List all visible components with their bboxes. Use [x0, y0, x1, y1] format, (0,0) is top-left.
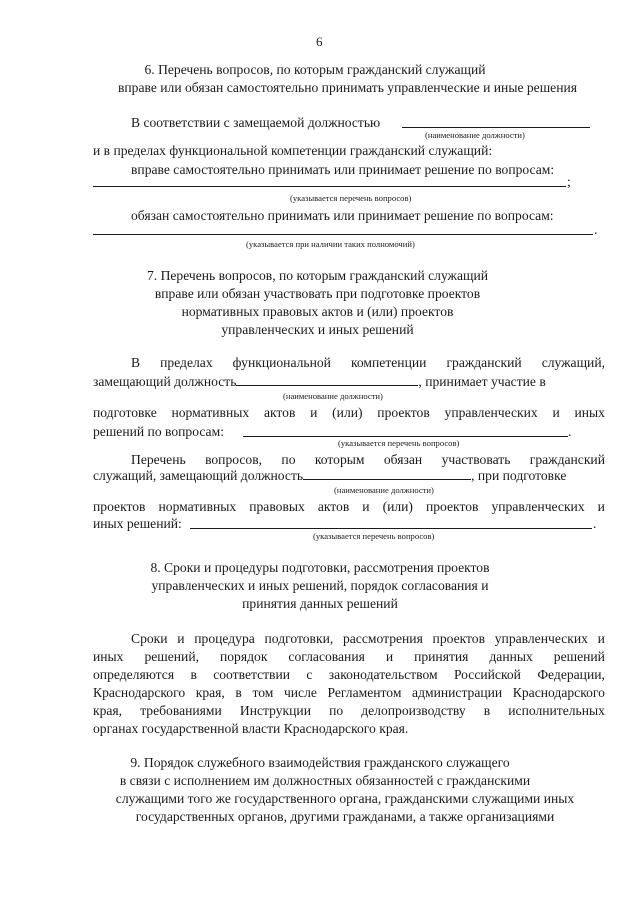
- word: подготовке: [93, 405, 157, 420]
- s8-line-5: [93, 703, 605, 719]
- word: рассмотрения: [342, 631, 423, 646]
- s6-line-position: [131, 115, 380, 131]
- word: Регламентом: [327, 685, 402, 700]
- section-7-heading-line-4: управленческих и иных решений: [221, 322, 414, 337]
- position-blank: [402, 127, 590, 128]
- word: в: [190, 667, 197, 682]
- text-fragment: решений по вопросам:: [93, 424, 224, 439]
- text-fragment: , принимает участие в: [418, 374, 546, 389]
- s7-p1-line-1: [131, 355, 605, 371]
- word: В: [131, 355, 141, 370]
- word: проектов: [377, 405, 430, 420]
- word: компетенции: [350, 355, 427, 370]
- word: и: [597, 499, 605, 514]
- word: актов: [317, 499, 350, 514]
- word: функциональной: [232, 355, 331, 370]
- s7-p2-line-3: [93, 499, 605, 515]
- word: гражданский: [529, 452, 605, 467]
- questions-blank-4: [190, 528, 592, 529]
- section-6-heading-line-1: 6. Перечень вопросов, по которым гражданский служащий: [144, 62, 486, 77]
- s7-p2-line-4: [93, 516, 182, 532]
- word: (или): [382, 499, 413, 514]
- s8-line-4: [93, 685, 605, 701]
- s8-line-1: [131, 631, 605, 647]
- s6-line-must-decide: обязан самостоятельно принимать или принимает решение по вопросам:: [131, 208, 554, 223]
- s8-line-6: органах государственной власти Краснодарского края.: [93, 721, 409, 736]
- word: края,: [195, 685, 225, 700]
- word: нормативных: [158, 499, 237, 514]
- section-7-heading-line-2: вправе или обязан участвовать при подготовке проектов: [154, 286, 481, 301]
- section-7-heading-line-1: 7. Перечень вопросов, по которым гражданский служащий: [146, 268, 489, 283]
- word: определяются: [93, 667, 175, 682]
- section-8-heading-line-1: 8. Сроки и процедуры подготовки, рассмотрения проектов: [150, 560, 490, 575]
- s8-line-3: [93, 667, 605, 683]
- questions-blank-1: [93, 186, 566, 187]
- section-9-heading-line-3: служащими того же государственного органа, гражданскими служащими иных: [115, 791, 575, 806]
- word: нормативных: [171, 405, 250, 420]
- word: согласования: [288, 649, 365, 664]
- word: и: [597, 631, 605, 646]
- word: требованиями: [140, 703, 222, 718]
- word: соответствии: [213, 667, 291, 682]
- section-8-heading-line-3: принятия данных решений: [242, 596, 398, 611]
- word: и: [177, 631, 185, 646]
- s7-p2-line-2: [93, 468, 566, 484]
- word: (или): [332, 405, 363, 420]
- page-number: 6: [316, 34, 323, 49]
- text-fragment: замещающий должность: [93, 374, 237, 389]
- period-end: .: [593, 516, 597, 531]
- word: управленческих: [494, 631, 588, 646]
- semicolon-end: ;: [567, 174, 571, 189]
- s6-line-competence: и в пределах функциональной компетенции гражданский служащий:: [93, 143, 493, 158]
- word: делопроизводству: [361, 703, 466, 718]
- section-9-heading-line-4: государственных органов, другими гражданами, а также организациями: [135, 809, 555, 824]
- word: гражданский: [446, 355, 522, 370]
- s8-line-2: [93, 649, 605, 665]
- word: законодательством: [328, 667, 438, 682]
- s7-p1-line-2: [93, 374, 546, 390]
- word: администрации: [412, 685, 503, 700]
- word: края,: [93, 703, 123, 718]
- caption-position-name: (наименование должности): [283, 391, 383, 401]
- word: Российской: [453, 667, 521, 682]
- word: участвовать: [441, 452, 511, 467]
- s6-line-may-decide: вправе самостоятельно принимать или принимает решение по вопросам:: [131, 162, 555, 177]
- word: которым: [314, 452, 365, 467]
- word: Краснодарского: [93, 685, 186, 700]
- word: данных: [489, 649, 533, 664]
- word: Федерации,: [537, 667, 605, 682]
- s7-p2-line-1: [131, 452, 605, 468]
- word: по: [281, 452, 296, 467]
- word: проектов: [432, 631, 486, 646]
- word: правовых: [249, 499, 305, 514]
- word: решений,: [144, 649, 200, 664]
- questions-blank-3: [243, 436, 568, 437]
- word: с: [306, 667, 313, 682]
- s7-p1-line-4: [93, 424, 224, 440]
- text-fragment: иных решений:: [93, 516, 182, 531]
- caption-questions-list: (указывается перечень вопросов): [313, 531, 435, 541]
- period-end: .: [568, 424, 572, 439]
- text-fragment: служащий, замещающий должность: [93, 468, 304, 483]
- period-end: .: [594, 222, 598, 237]
- section-9-heading-line-1: 9. Порядок служебного взаимодействия гражданского служащего: [130, 755, 510, 770]
- word: числе: [283, 685, 317, 700]
- word: и: [310, 405, 318, 420]
- section-6-heading-line-2: вправе или обязан самостоятельно принимать управленческие и иные решения: [117, 80, 578, 95]
- word: решений: [553, 649, 605, 664]
- position-blank: [236, 374, 418, 386]
- word: вопросов,: [205, 452, 263, 467]
- word: процедура: [194, 631, 255, 646]
- caption-questions-list: (указывается перечень вопросов): [290, 193, 412, 203]
- word: принятия: [414, 649, 469, 664]
- word: проектов: [93, 499, 146, 514]
- caption-position-name: (наименование должности): [425, 130, 525, 140]
- section-7-heading-line-3: нормативных правовых актов и (или) проектов: [181, 304, 454, 319]
- word: исполнительных: [508, 703, 605, 718]
- word: по: [329, 703, 344, 718]
- questions-blank-2: [93, 234, 593, 235]
- caption-if-authorized: (указывается при наличии таких полномочий): [246, 239, 415, 249]
- word: обязан: [383, 452, 423, 467]
- word: проектов: [425, 499, 479, 514]
- caption-position-name: (наименование должности): [334, 485, 434, 495]
- word: и: [362, 499, 370, 514]
- text-fragment: , при подготовке: [471, 468, 567, 483]
- section-9-heading-line-2: в связи с исполнением им должностных обязанностей с гражданскими: [119, 773, 531, 788]
- word: том: [252, 685, 274, 700]
- word: в: [483, 703, 491, 718]
- word: в: [235, 685, 242, 700]
- word: служащий,: [541, 355, 605, 370]
- word: Сроки: [131, 631, 168, 646]
- word: иных: [93, 649, 124, 664]
- word: иных: [574, 405, 605, 420]
- word: управленческих: [491, 499, 585, 514]
- word: управленческих: [444, 405, 538, 420]
- word: пределах: [160, 355, 213, 370]
- word: Краснодарского: [512, 685, 605, 700]
- word: Перечень: [131, 452, 186, 467]
- s6-position-text: В соответствии с замещаемой должностью: [131, 115, 381, 130]
- word: и: [552, 405, 560, 420]
- word: и: [385, 649, 394, 664]
- position-blank: [303, 468, 471, 480]
- s7-p1-line-3: [93, 405, 605, 421]
- word: подготовки,: [264, 631, 334, 646]
- caption-questions-list: (указывается перечень вопросов): [338, 438, 460, 448]
- section-8-heading-line-2: управленческих и иных решений, порядок согласования и: [151, 578, 489, 593]
- word: порядок: [219, 649, 268, 664]
- word: актов: [263, 405, 296, 420]
- word: Инструкции: [239, 703, 311, 718]
